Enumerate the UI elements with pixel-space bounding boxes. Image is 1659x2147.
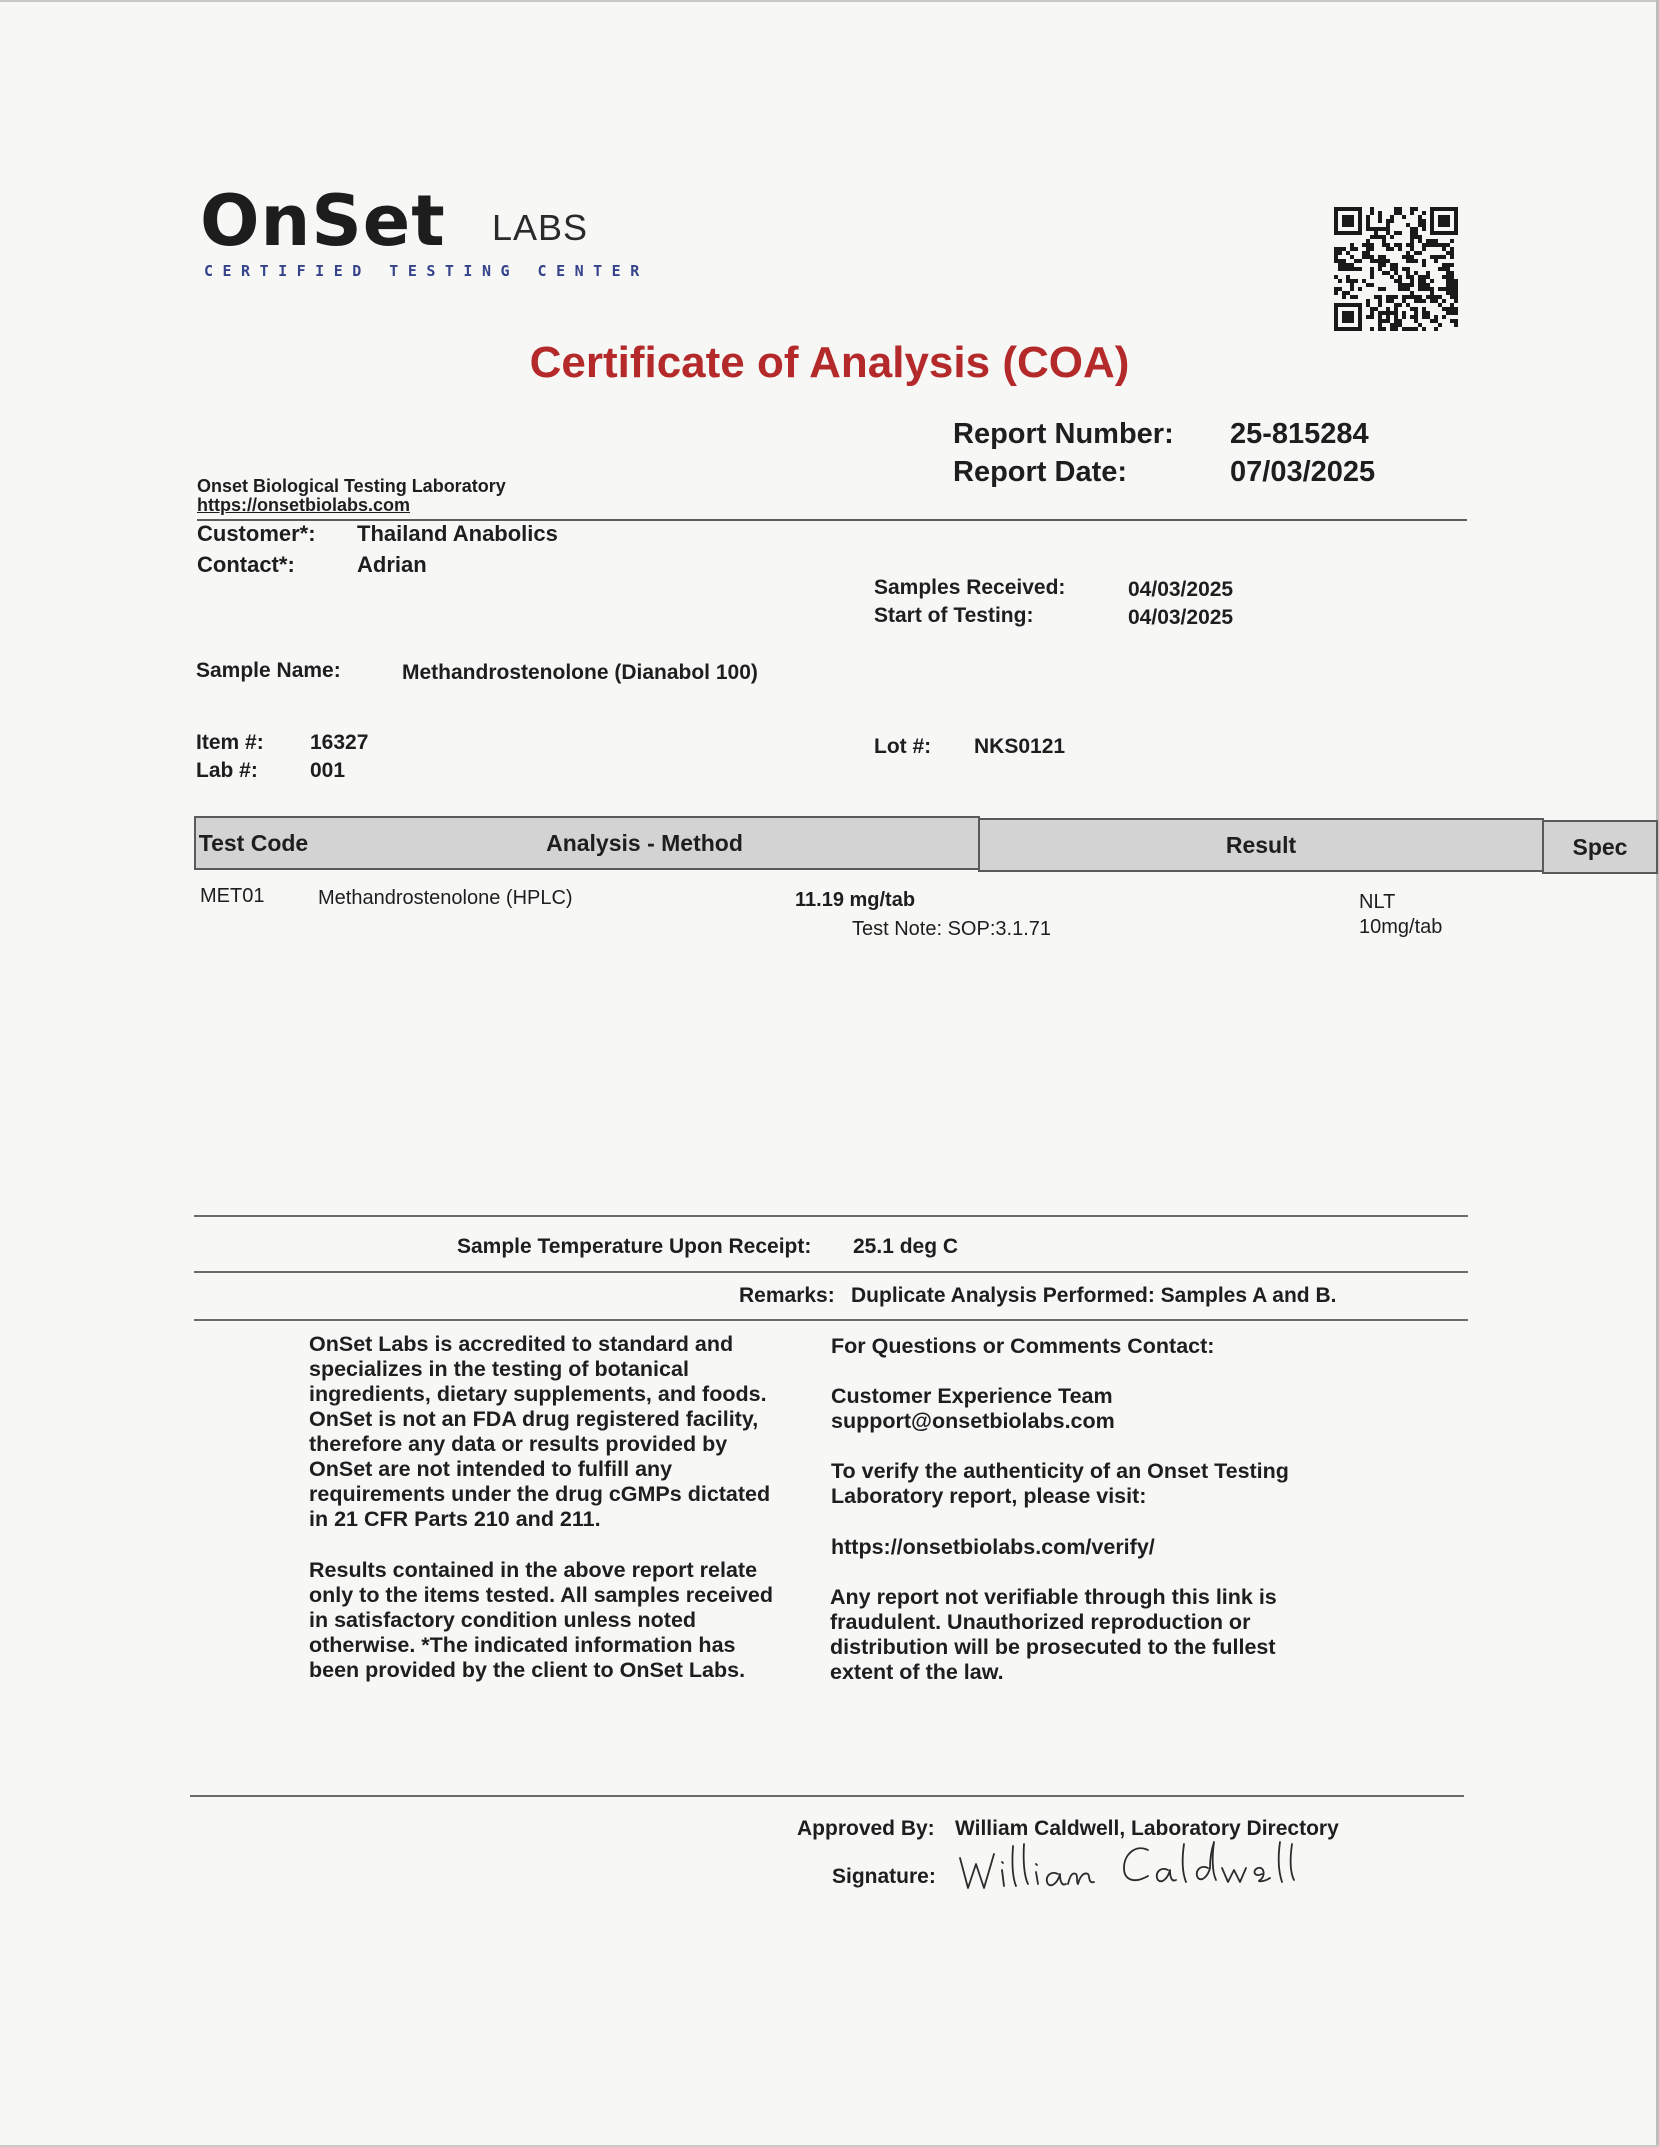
page-border-top [0,0,1659,2]
spec-cell-line1: NLT [1359,891,1396,913]
table-header-result: Result [978,818,1544,872]
divider [194,1271,1468,1273]
report-date-label: Report Date: [953,456,1128,488]
warning-line: extent of the law. [830,1660,1004,1684]
temperature-label: Sample Temperature Upon Receipt: [457,1235,812,1258]
divider [190,1795,1464,1797]
disclaimer-line: Results contained in the above report relate [309,1558,758,1582]
logo-labs-text: LABS [492,207,589,248]
test-note-cell: Test Note: SOP:3.1.71 [852,918,1051,940]
disclaimer-line: OnSet is not an FDA drug registered facility, [309,1407,759,1431]
logo-tagline: CERTIFIED TESTING CENTER [204,262,649,280]
verify-line: To verify the authenticity of an Onset Testing [831,1459,1289,1483]
report-number-label: Report Number: [953,418,1174,450]
method-cell: Methandrostenolone (HPLC) [318,887,573,909]
customer-label: Customer*: [197,521,316,546]
logo-wordmark: OnSet [200,180,446,262]
warning-line: Any report not verifiable through this link is [830,1585,1277,1609]
lot-value: NKS0121 [974,735,1066,758]
disclaimer-line: OnSet are not intended to fulfill any [309,1457,673,1481]
disclaimer-line: otherwise. *The indicated information has [309,1633,736,1657]
disclaimer-paragraph-2 [309,1558,829,1683]
start-of-testing-value: 04/03/2025 [1128,606,1234,629]
disclaimer-line: been provided by the client to OnSet Labs. [309,1658,746,1682]
table-header-test-code: Test Code [194,816,313,870]
lab-number-label: Lab #: [196,759,258,782]
signature-image [958,1840,1333,1900]
contact-team: Customer Experience Team [831,1384,1113,1408]
samples-received-label: Samples Received: [874,576,1066,599]
item-value: 16327 [310,731,369,754]
lab-number-value: 001 [310,759,346,782]
sample-name-value: Methandrostenolone (Dianabol 100) [402,661,758,684]
table-header-analysis-method: Analysis - Method [311,816,980,870]
report-number: 25-815284 [1230,418,1369,450]
divider [194,1215,1468,1217]
disclaimer-line: therefore any data or results provided by [309,1432,728,1456]
samples-received-value: 04/03/2025 [1128,578,1234,601]
disclaimer-line: OnSet Labs is accredited to standard and [309,1332,734,1356]
contact-label: Contact*: [197,552,295,577]
divider [194,1319,1468,1321]
contact-heading: For Questions or Comments Contact: [831,1334,1215,1358]
disclaimer-line: ingredients, dietary supplements, and foods. [309,1382,767,1406]
sample-name-label: Sample Name: [196,659,341,682]
approved-by-label: Approved By: [797,1817,935,1840]
verify-line: Laboratory report, please visit: [831,1484,1147,1508]
item-label: Item #: [196,731,264,754]
contact-value: Adrian [357,552,427,577]
customer-value: Thailand Anabolics [357,521,558,546]
disclaimer-line: in 21 CFR Parts 210 and 211. [309,1507,601,1531]
verify-text [831,1459,1289,1509]
disclaimer-line: specializes in the testing of botanical [309,1357,689,1381]
disclaimer-line: requirements under the drug cGMPs dictated [309,1482,771,1506]
verify-url-link[interactable]: https://onsetbiolabs.com/verify/ [831,1535,1155,1559]
disclaimer-paragraph-1 [309,1332,829,1532]
remarks-value: Duplicate Analysis Performed: Samples A and B. [851,1284,1337,1307]
start-of-testing-label: Start of Testing: [874,604,1034,627]
table-row [200,885,1470,945]
results-table-header [194,816,1628,872]
report-date: 07/03/2025 [1230,456,1376,488]
lab-url-link[interactable]: https://onsetbiolabs.com [197,495,411,515]
result-cell: 11.19 mg/tab [795,889,916,911]
contact-email-link[interactable]: support@onsetbiolabs.com [831,1409,1115,1433]
disclaimer-line: in satisfactory condition unless noted [309,1608,697,1632]
signature-label: Signature: [832,1865,936,1888]
lot-label: Lot #: [874,735,932,758]
disclaimer-line: only to the items tested. All samples received [309,1583,774,1607]
warning-line: distribution will be prosecuted to the fullest [830,1635,1276,1659]
qr-code-icon[interactable] [1330,203,1462,335]
remarks-label: Remarks: [739,1284,835,1307]
fraud-warning [830,1585,1277,1685]
page-title: Certificate of Analysis (COA) [529,338,1130,387]
temperature-value: 25.1 deg C [853,1235,959,1258]
table-header-spec: Spec [1542,820,1658,874]
spec-cell-line2: 10mg/tab [1359,916,1443,938]
test-code-cell: MET01 [200,885,265,907]
warning-line: fraudulent. Unauthorized reproduction or [830,1610,1251,1634]
lab-name: Onset Biological Testing Laboratory [197,476,506,496]
approved-by-value: William Caldwell, Laboratory Directory [955,1817,1339,1840]
